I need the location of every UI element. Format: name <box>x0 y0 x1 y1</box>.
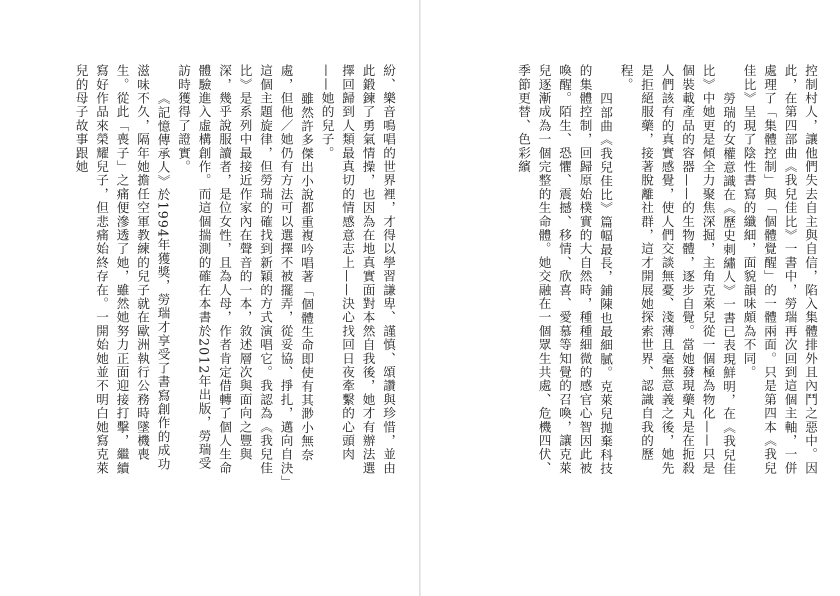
paragraph: 雖然許多傑出小說都重複吟唱著「個體生命即使有其渺小無奈處，但他／她仍有方法可以選擇不被擺弄，從妥協、掙扎，邁向自決」這個主題旋律，但勞瑞的確找到新穎的方式演唱它。我認為《我兒佳比》是系列中最接近作家內在聲音的一本，敘述層次與面向之豐與深，幾乎說服讀者，是位女性，且為人母，作者肯定借轉了個人生命體驗進入虛構創作。而這個揣測的確在本書於2012年出版，勞瑞受訪時獲得了證實。 <box>176 64 314 483</box>
paragraph: 紛、樂音鳴唱的世界裡，才得以學習謙卑、謹慎、頌讚與珍惜，並由此鍛鍊了勇氣情操，也因為在地真實面對本然自我後，她才有辦法選擇回歸到人類最真切的情感意志上——決心找回日夜牽繫的心頭肉——她的兒子。 <box>319 64 396 475</box>
paragraph: 控制村人，讓他們失去自主與自信，陷入集體排外且內鬥之惡中。因此，在第四部曲《我兒佳比》一書中，勞瑞再次回到這個主軸，一併處理了「集體控制」與「個體覺醒」的一體兩面。只是第四本《我兒佳比》呈現了陰性書寫的纖細，面貌韻味頗為不同。 <box>741 64 818 475</box>
right-page-text <box>455 64 820 484</box>
paragraph: 勞瑞的女權意識在《歷史刺繡人》一書已表現鮮明，在《我兒佳比》中她更是傾全力聚焦深掘，主角克萊兒從一個極為物化——只是個裝載產品的容器——的生物體，逐步自覺。當她發現藥丸是在扼殺人們該有的真實感覺，使人們交談無憂、淺薄且毫無意義之後，她先是拒絕服藥，接著脫離社群，這才開展她探索世界、認識自我的歷程。 <box>618 64 736 476</box>
paragraph: 四部曲《我兒佳比》篇幅最長，鋪陳也最細膩。克萊兒拋棄科技的集體控制，回歸原始樸實的大自然時，種種細微的感官心智因此被喚醒。陌生、恐懼、震撼、移情、欣喜、愛慕等知覺的召喚，讓克萊兒逐漸成為一個完整的生命體。她交融在一個眾生共處、危機四伏、季節更替、色彩繽 <box>516 64 613 476</box>
left-page <box>0 0 419 596</box>
paragraph: 《記憶傳承人》於1994年獲獎，勞瑞才享受了書寫創作的成功滋味不久，隔年她擔任空軍教練的兒子就在歐洲執行公務時墜機喪生。從此「喪子」之痛便滲透了她，雖然她努力正面迎接打擊，繼續寫好作品來榮耀兒子，但悲痛始終存在。一開始她並不明白她寫克萊兒的母子故事跟她 <box>73 64 171 475</box>
right-page <box>421 0 840 596</box>
left-page-text <box>42 64 398 484</box>
